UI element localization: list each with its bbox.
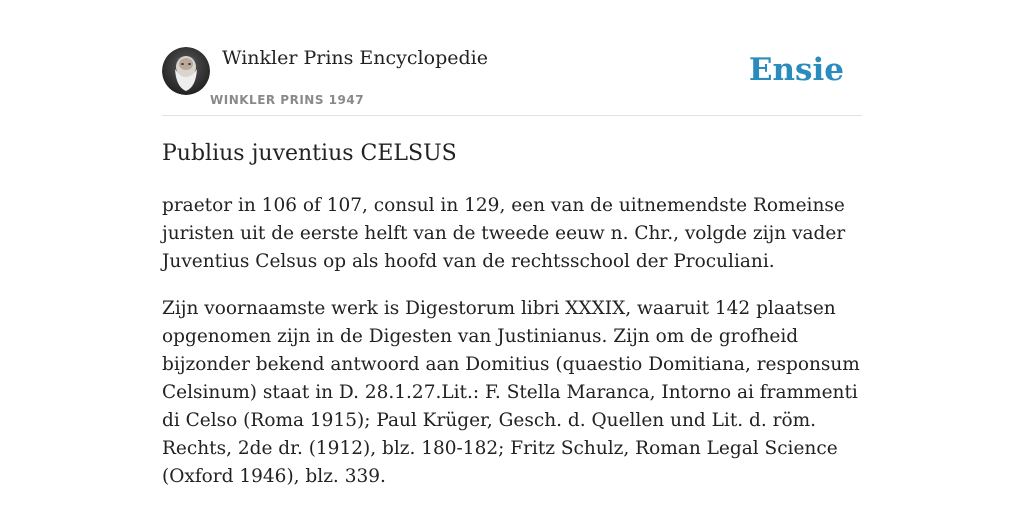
brand-logo[interactable]: Ensie	[748, 52, 844, 88]
source-subtitle: WINKLER PRINS 1947	[210, 93, 365, 107]
article-title: Publius juventius CELSUS	[162, 141, 457, 166]
article-paragraph: Zijn voornaamste werk is Digestorum libri XXXIX, waaruit 142 plaatsen opgenomen zijn in de Digesten van Justinianus. Zijn om de grofheid bijzonder bekend antwoord aan Domitius (quaestio Domitiana, responsum Celsinum) staat in D. 28.1.27.Lit.: F. Stella Maranca, Intorno ai frammenti di Celso (Roma 1915); Paul Krüger, Gesch. d. Quellen und Lit. d. röm. Rechts, 2de dr. (1912), blz. 180-182; Fritz Schulz, Roman Legal Science (Oxford 1946), blz. 339.	[162, 298, 860, 487]
article-paragraph: praetor in 106 of 107, consul in 129, een van de uitnemendste Romeinse juristen uit de eerste helft van de tweede eeuw n. Chr., volgde zijn vader Juventius Celsus op als hoofd van de rechtsschool der Proculiani.	[162, 195, 846, 272]
avatar[interactable]	[162, 47, 210, 95]
header	[162, 44, 862, 116]
article-body	[162, 192, 862, 510]
source-name[interactable]: Winkler Prins Encyclopedie	[222, 47, 488, 69]
